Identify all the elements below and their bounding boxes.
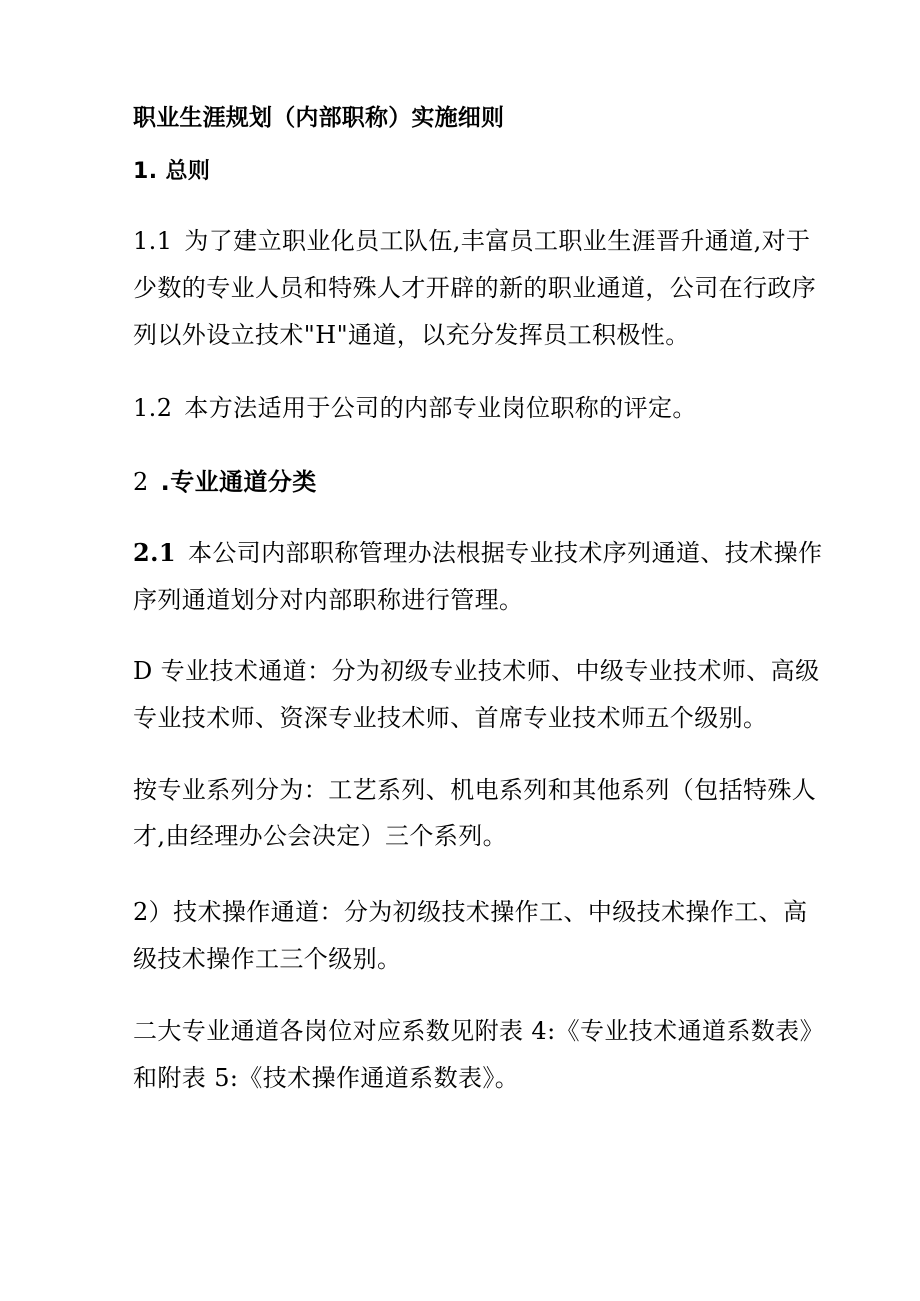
section-2-heading bbox=[133, 467, 317, 497]
paragraph-1-1-line-3: 列以外设立技术"H"通道，以充分发挥员工积极性。 bbox=[133, 321, 690, 349]
paragraph-series-line-2: 才,由经理办公会决定）三个系列。 bbox=[133, 822, 508, 850]
paragraph-2-1-line-2: 序列通道划分对内部职称进行管理。 bbox=[133, 586, 524, 614]
paragraph-1-2-number: 1.2 bbox=[133, 394, 173, 422]
paragraph-1-2-text: 本方法适用于公司的内部专业岗位职称的评定。 bbox=[184, 394, 697, 422]
paragraph-1-1-line-1 bbox=[133, 226, 810, 256]
paragraph-series-line-1: 按专业系列分为：工艺系列、机电系列和其他系列（包括特殊人 bbox=[133, 776, 817, 804]
section-2-number: 2 bbox=[133, 468, 149, 496]
paragraph-2-1-number: 2.1 bbox=[133, 538, 176, 567]
paragraph-2-1-line-1 bbox=[133, 538, 822, 568]
paragraph-2-1-text: 本公司内部职称管理办法根据专业技术序列通道、技术操作 bbox=[187, 539, 823, 567]
paragraph-1-1-number: 1.1 bbox=[133, 227, 173, 255]
paragraph-d-line-2: 专业技术师、资深专业技术师、首席专业技术师五个级别。 bbox=[133, 704, 768, 732]
section-1-heading: 1. 总则 bbox=[133, 159, 211, 184]
paragraph-d-line-1: D 专业技术通道：分为初级专业技术师、中级专业技术师、高级 bbox=[133, 657, 820, 685]
paragraph-1-1-line-2: 少数的专业人员和特殊人才开辟的新的职业通道，公司在行政序 bbox=[133, 274, 817, 302]
paragraph-2-line-2: 级技术操作工三个级别。 bbox=[133, 945, 402, 973]
paragraph-2-line-1: 2）技术操作通道：分为初级技术操作工、中级技术操作工、高 bbox=[133, 898, 808, 926]
section-2-title: .专业通道分类 bbox=[160, 468, 317, 496]
paragraph-1-2 bbox=[133, 393, 697, 423]
document-title: 职业生涯规划（内部职称）实施细则 bbox=[133, 105, 505, 131]
paragraph-tables-line-2: 和附表 5:《技术操作通道系数表》。 bbox=[133, 1064, 520, 1092]
paragraph-tables-line-1: 二大专业通道各岗位对应系数见附表 4:《专业技术通道系数表》 bbox=[133, 1017, 824, 1045]
paragraph-1-1-text: 为了建立职业化员工队伍,丰富员工职业生涯晋升通道,对于 bbox=[184, 227, 811, 255]
